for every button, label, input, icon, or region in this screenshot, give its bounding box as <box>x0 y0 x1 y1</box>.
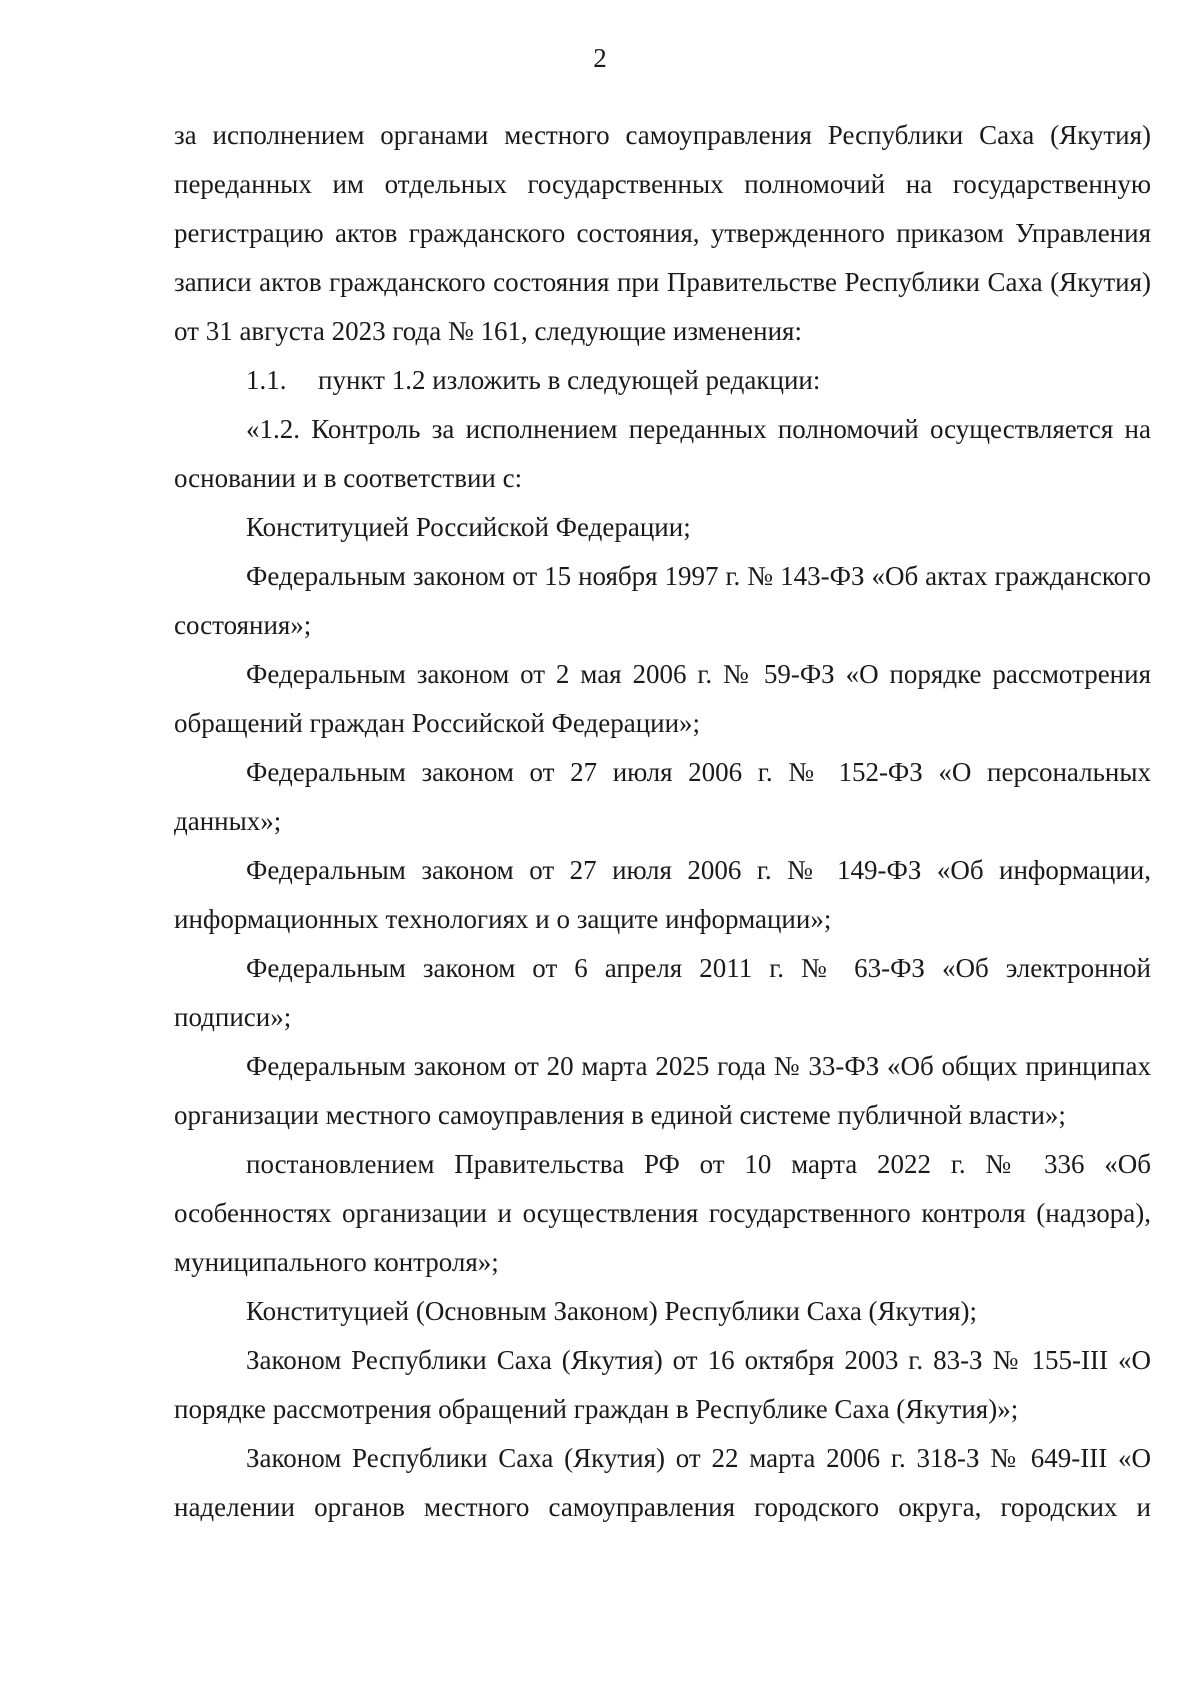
document-body <box>174 111 1151 1532</box>
paragraph-law-152: Федеральным законом от 27 июля 2006 г. № 152-ФЗ «О персональных данных»; <box>174 757 1151 836</box>
item-number: 1.1. <box>246 365 287 395</box>
paragraph-law-83: Законом Республики Саха (Якутия) от 16 октября 2003 г. 83-З № 155-III «О порядке рассмотрения обращений граждан в Республике Саха (Якутия)»; <box>174 1345 1151 1424</box>
paragraph-intro: за исполнением органами местного самоуправления Республики Саха (Якутия) переданных им отдельных государственных полномочий на государственную регистрацию актов гражданского состояния, утвержденного приказом Управления записи актов гражданского состояния при Правительстве Республики Саха (Якутия) от 31 августа 2023 года № 161, следующие изменения: <box>174 120 1151 346</box>
paragraph-item-1-1 <box>174 356 1151 405</box>
paragraph-decree-336: постановлением Правительства РФ от 10 марта 2022 г. № 336 «Об особенностях организации и осуществления государственного контроля (надзора), муниципального контроля»; <box>174 1149 1151 1277</box>
page-number: 2 <box>593 43 607 73</box>
paragraph-constitution-rf: Конституцией Российской Федерации; <box>246 512 691 542</box>
paragraph-law-33: Федеральным законом от 20 марта 2025 года № 33-ФЗ «Об общих принципах организации местного самоуправления в единой системе публичной власти»; <box>174 1051 1151 1130</box>
paragraph-law-318: Законом Республики Саха (Якутия) от 22 марта 2006 г. 318-З № 649-III «О наделении органов местного самоуправления городского округа, городских и <box>174 1443 1151 1522</box>
paragraph-1-2: «1.2. Контроль за исполнением переданных полномочий осуществляется на основании и в соответствии с: <box>174 414 1151 493</box>
paragraph-law-59: Федеральным законом от 2 мая 2006 г. № 59-ФЗ «О порядке рассмотрения обращений граждан Российской Федерации»; <box>174 659 1151 738</box>
item-text: пункт 1.2 изложить в следующей редакции: <box>318 365 821 395</box>
paragraph-law-149: Федеральным законом от 27 июля 2006 г. № 149-ФЗ «Об информации, информационных технологиях и о защите информации»; <box>174 855 1151 934</box>
paragraph-constitution-rs: Конституцией (Основным Законом) Республики Саха (Якутия); <box>246 1296 977 1326</box>
paragraph-law-143: Федеральным законом от 15 ноября 1997 г. № 143-ФЗ «Об актах гражданского состояния»; <box>174 561 1151 640</box>
paragraph-law-63: Федеральным законом от 6 апреля 2011 г. № 63-ФЗ «Об электронной подписи»; <box>174 953 1151 1032</box>
